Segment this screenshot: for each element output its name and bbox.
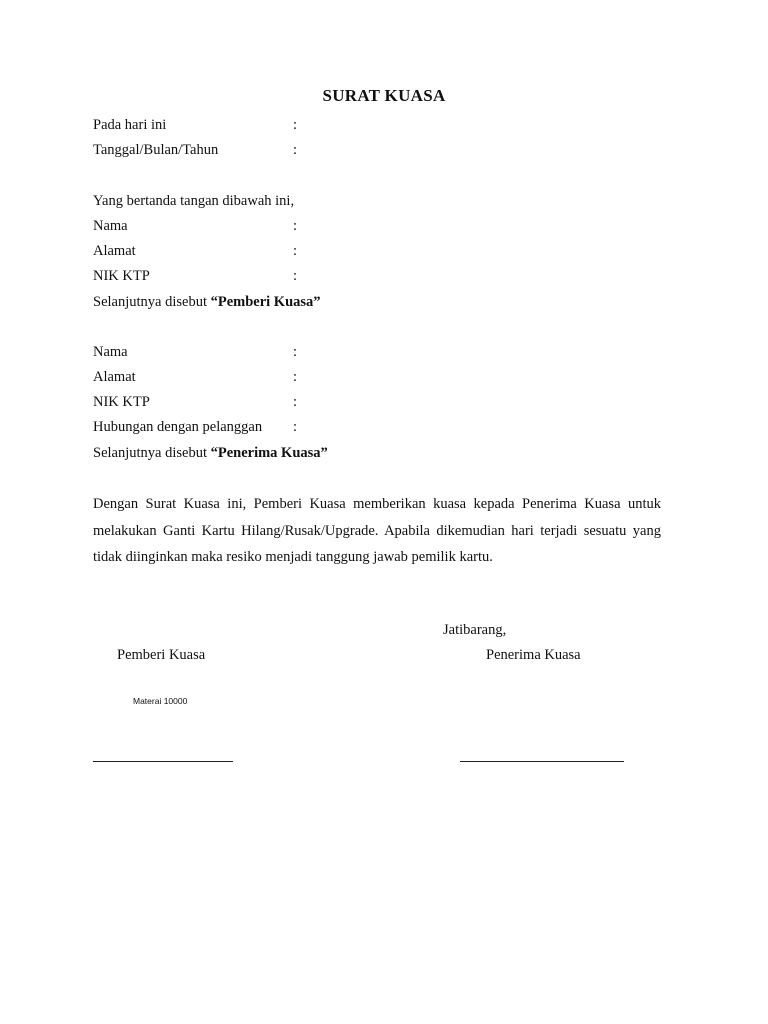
document-title: SURAT KUASA: [322, 86, 446, 105]
grantor-reference-prefix: Selanjutnya disebut: [93, 294, 211, 310]
field-colon: :: [293, 243, 298, 259]
field-colon: :: [293, 117, 298, 133]
field-label: Alamat: [93, 369, 136, 385]
field-label: NIK KTP: [93, 394, 150, 410]
grantee-reference-prefix: Selanjutnya disebut: [93, 445, 211, 461]
field-colon: :: [293, 419, 298, 435]
intro-text: Yang bertanda tangan dibawah ini,: [93, 193, 295, 209]
place-text: Jatibarang,: [443, 622, 507, 638]
signature-label-grantor: Pemberi Kuasa: [117, 647, 206, 663]
field-colon: :: [293, 369, 298, 385]
grantee-reference-term: “Penerima Kuasa”: [210, 445, 328, 461]
field-colon: :: [293, 344, 298, 360]
signature-line-grantee: [460, 761, 624, 762]
field-label: Tanggal/Bulan/Tahun: [93, 142, 219, 158]
grantor-reference: [93, 292, 321, 312]
field-colon: :: [293, 268, 298, 284]
field-label: Nama: [93, 218, 128, 234]
signature-line-grantor: [93, 761, 233, 762]
body-paragraph: Dengan Surat Kuasa ini, Pemberi Kuasa memberikan kuasa kepada Penerima Kuasa untuk melakukan Ganti Kartu Hilang/Rusak/Upgrade. Apabila dikemudian hari terjadi sesuatu yang tidak diinginkan maka resiko menjadi tanggung jawab pemilik kartu.: [93, 496, 661, 565]
field-label: NIK KTP: [93, 268, 150, 284]
signature-label-grantee: Penerima Kuasa: [486, 647, 581, 663]
field-label: Alamat: [93, 243, 136, 259]
field-label: Nama: [93, 344, 128, 360]
field-colon: :: [293, 394, 298, 410]
field-label: Pada hari ini: [93, 117, 167, 133]
stamp-note: Materai 10000: [133, 696, 188, 706]
field-colon: :: [293, 218, 298, 234]
grantee-reference: [93, 443, 328, 463]
field-colon: :: [293, 142, 298, 158]
field-label: Hubungan dengan pelanggan: [93, 419, 263, 435]
grantor-reference-term: “Pemberi Kuasa”: [210, 294, 321, 310]
